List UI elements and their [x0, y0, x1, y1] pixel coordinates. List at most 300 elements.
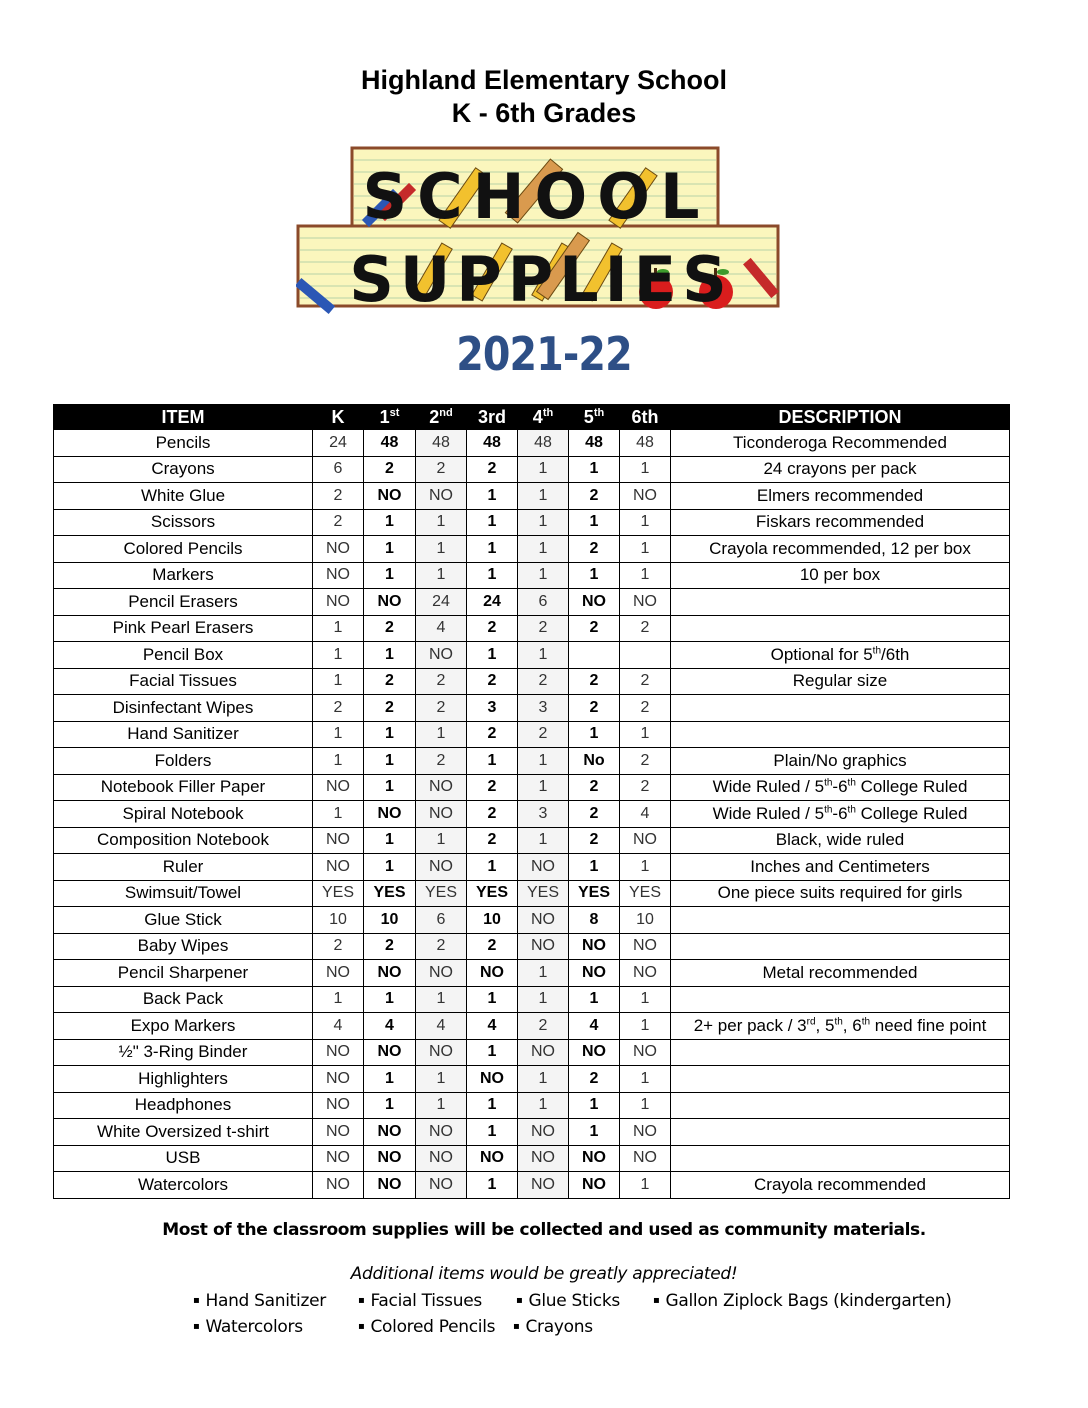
item-name: ½" 3-Ring Binder: [54, 1039, 313, 1066]
grade-quantity: 1: [518, 456, 569, 483]
item-description: [671, 933, 1010, 960]
grade-quantity: 3: [518, 695, 569, 722]
table-row: [54, 1092, 1010, 1119]
grade-quantity: 1: [416, 721, 467, 748]
item-description: 24 crayons per pack: [671, 456, 1010, 483]
additional-item-label: Gallon Ziplock Bags (kindergarten): [665, 1291, 952, 1311]
grade-quantity: NO: [569, 933, 620, 960]
grade-quantity: 6: [518, 589, 569, 616]
grade-quantity: 48: [416, 430, 467, 457]
grade-quantity: 1: [313, 642, 364, 669]
item-description: Crayola recommended, 12 per box: [671, 536, 1010, 563]
item-name: White Glue: [54, 483, 313, 510]
column-header-label: 3rd: [477, 406, 506, 427]
grade-quantity: 2: [416, 695, 467, 722]
grade-quantity: NO: [313, 1066, 364, 1093]
table-row: [54, 615, 1010, 642]
table-row: [54, 642, 1010, 669]
grade-quantity: NO: [416, 1119, 467, 1146]
grade-quantity: 1: [313, 801, 364, 828]
grade-quantity: 1: [313, 748, 364, 775]
grade-quantity: YES: [569, 880, 620, 907]
grade-quantity: NO: [313, 1172, 364, 1199]
grade-quantity: NO: [364, 960, 416, 987]
description-text: , 5: [815, 1015, 835, 1035]
table-row: [54, 801, 1010, 828]
ordinal-suffix: th: [847, 777, 856, 789]
grade-quantity: NO: [313, 1039, 364, 1066]
ordinal-suffix: th: [834, 1016, 843, 1028]
grade-quantity: 2: [620, 668, 671, 695]
item-description: [671, 986, 1010, 1013]
grade-quantity: 1: [620, 456, 671, 483]
description-text: 2+ per pack / 3: [693, 1015, 807, 1035]
item-name: Hand Sanitizer: [54, 721, 313, 748]
grade-quantity: NO: [569, 1039, 620, 1066]
item-description: Elmers recommended: [671, 483, 1010, 510]
description-text: -6: [832, 777, 848, 797]
column-header-label: 6th: [631, 406, 659, 427]
table-row: [54, 695, 1010, 722]
column-header: [364, 405, 416, 430]
grade-quantity: 1: [364, 1066, 416, 1093]
grade-quantity: NO: [364, 483, 416, 510]
item-description: Ticonderoga Recommended: [671, 430, 1010, 457]
bullet-icon: ▪: [653, 1295, 660, 1306]
column-header-label: K: [331, 406, 345, 427]
grade-quantity: NO: [569, 1145, 620, 1172]
supply-table: [53, 404, 1010, 1199]
grade-quantity: 1: [467, 854, 518, 881]
grade-quantity: NO: [313, 1119, 364, 1146]
table-row: [54, 1119, 1010, 1146]
table-row: [54, 748, 1010, 775]
column-header-label: 1: [379, 406, 390, 427]
grade-quantity: 1: [569, 986, 620, 1013]
grade-quantity: 2: [313, 695, 364, 722]
grade-quantity: 1: [364, 854, 416, 881]
grade-quantity: YES: [467, 880, 518, 907]
ordinal-suffix: th: [824, 777, 833, 789]
item-description: Black, wide ruled: [671, 827, 1010, 854]
grade-quantity: 1: [569, 1092, 620, 1119]
grade-quantity: NO: [518, 1172, 569, 1199]
table-row: [54, 456, 1010, 483]
additional-item: [516, 1291, 620, 1311]
table-row: [54, 430, 1010, 457]
table-row: [54, 1145, 1010, 1172]
grade-quantity: 1: [518, 960, 569, 987]
grade-quantity: 1: [620, 1066, 671, 1093]
grade-quantity: 2: [313, 933, 364, 960]
grade-quantity: 1: [364, 748, 416, 775]
grade-quantity: NO: [364, 1172, 416, 1199]
additional-item-label: Colored Pencils: [370, 1317, 496, 1337]
description-text: Wide Ruled / 5: [712, 803, 825, 823]
grade-quantity: NO: [416, 1039, 467, 1066]
grade-quantity: 2: [467, 668, 518, 695]
grade-quantity: 1: [364, 986, 416, 1013]
item-name: Headphones: [54, 1092, 313, 1119]
grade-quantity: 48: [467, 430, 518, 457]
grade-quantity: 1: [518, 562, 569, 589]
school-supplies-banner: [296, 146, 792, 318]
additional-items-heading: Additional items would be greatly appreciated!: [350, 1264, 738, 1284]
item-description: [671, 721, 1010, 748]
description-text: College Ruled: [855, 777, 968, 797]
grade-quantity: NO: [313, 827, 364, 854]
item-description: [671, 907, 1010, 934]
grade-quantity: NO: [416, 1145, 467, 1172]
grade-quantity: 2: [364, 933, 416, 960]
grade-quantity: 10: [313, 907, 364, 934]
grade-quantity: 4: [416, 615, 467, 642]
column-header-suffix: nd: [439, 406, 453, 419]
grade-quantity: 1: [467, 1119, 518, 1146]
grade-quantity: 2: [364, 668, 416, 695]
item-name: Watercolors: [54, 1172, 313, 1199]
grade-quantity: 4: [416, 1013, 467, 1040]
grade-quantity: 2: [467, 615, 518, 642]
item-description: Inches and Centimeters: [671, 854, 1010, 881]
description-text: need fine point: [870, 1015, 987, 1035]
grade-range: K - 6th Grades: [451, 98, 637, 128]
grade-quantity: NO: [518, 854, 569, 881]
ordinal-suffix: th: [824, 804, 833, 816]
grade-quantity: 1: [364, 536, 416, 563]
additional-item-label: Facial Tissues: [370, 1291, 482, 1311]
grade-quantity: 2: [620, 615, 671, 642]
grade-quantity: 1: [518, 509, 569, 536]
grade-quantity: 1: [364, 774, 416, 801]
grade-quantity: NO: [467, 1145, 518, 1172]
grade-quantity: 1: [518, 986, 569, 1013]
grade-quantity: NO: [467, 960, 518, 987]
item-description: [671, 615, 1010, 642]
grade-quantity: 1: [313, 615, 364, 642]
grade-quantity: NO: [364, 1039, 416, 1066]
grade-quantity: YES: [620, 880, 671, 907]
grade-quantity: 2: [620, 695, 671, 722]
table-row: [54, 721, 1010, 748]
grade-quantity: 1: [620, 1092, 671, 1119]
item-description: [671, 1119, 1010, 1146]
grade-quantity: NO: [364, 589, 416, 616]
grade-quantity: 1: [569, 721, 620, 748]
description-text: Optional for 5: [770, 644, 873, 664]
grade-quantity: 2: [569, 774, 620, 801]
grade-quantity: YES: [416, 880, 467, 907]
item-name: Disinfectant Wipes: [54, 695, 313, 722]
grade-quantity: 1: [467, 1092, 518, 1119]
table-row: [54, 668, 1010, 695]
grade-quantity: 1: [518, 1092, 569, 1119]
column-header-suffix: st: [389, 406, 400, 419]
grade-quantity: 2: [569, 827, 620, 854]
grade-quantity: 1: [620, 1172, 671, 1199]
grade-quantity: 1: [518, 748, 569, 775]
item-name: Facial Tissues: [54, 668, 313, 695]
grade-quantity: 1: [518, 1066, 569, 1093]
item-name: Crayons: [54, 456, 313, 483]
column-header-suffix: th: [593, 406, 605, 419]
item-name: White Oversized t-shirt: [54, 1119, 313, 1146]
grade-quantity: 1: [416, 536, 467, 563]
banner-word-school: SCHOOL: [362, 160, 710, 233]
grade-quantity: 1: [467, 642, 518, 669]
grade-quantity: NO: [313, 589, 364, 616]
table-row: [54, 509, 1010, 536]
grade-quantity: 1: [416, 1066, 467, 1093]
table-row: [54, 854, 1010, 881]
item-name: Swimsuit/Towel: [54, 880, 313, 907]
table-row: [54, 1172, 1010, 1199]
bullet-icon: ▪: [193, 1295, 200, 1306]
table-row: [54, 960, 1010, 987]
grade-quantity: NO: [416, 854, 467, 881]
grade-quantity: 48: [518, 430, 569, 457]
description-text: , 6: [842, 1015, 862, 1035]
table-row: [54, 880, 1010, 907]
grade-quantity: 4: [467, 1013, 518, 1040]
item-description: [671, 695, 1010, 722]
item-name: Highlighters: [54, 1066, 313, 1093]
grade-quantity: 1: [620, 854, 671, 881]
grade-quantity: 24: [467, 589, 518, 616]
additional-item: [193, 1291, 326, 1311]
additional-item: [193, 1317, 303, 1337]
grade-quantity: 2: [467, 827, 518, 854]
grade-quantity: NO: [364, 1145, 416, 1172]
column-header-suffix: th: [542, 406, 554, 419]
grade-quantity: 2: [313, 483, 364, 510]
grade-quantity: 10: [620, 907, 671, 934]
grade-quantity: 1: [620, 986, 671, 1013]
grade-quantity: YES: [518, 880, 569, 907]
column-header-label: 4: [532, 406, 543, 427]
grade-quantity: 2: [518, 721, 569, 748]
column-header-label: ITEM: [161, 406, 205, 427]
grade-quantity: 2: [518, 1013, 569, 1040]
grade-quantity: 1: [569, 562, 620, 589]
grade-quantity: 1: [313, 721, 364, 748]
table-row: [54, 907, 1010, 934]
grade-quantity: 24: [313, 430, 364, 457]
grade-quantity: 1: [569, 854, 620, 881]
grade-quantity: NO: [364, 1119, 416, 1146]
item-name: Colored Pencils: [54, 536, 313, 563]
column-header: [416, 405, 467, 430]
grade-quantity: 1: [467, 986, 518, 1013]
grade-quantity: NO: [416, 1172, 467, 1199]
grade-quantity: 6: [416, 907, 467, 934]
additional-item-label: Crayons: [525, 1317, 593, 1337]
grade-quantity: NO: [569, 1172, 620, 1199]
grade-quantity: 1: [467, 1039, 518, 1066]
table-row: [54, 483, 1010, 510]
grade-quantity: 2: [569, 536, 620, 563]
additional-item: [513, 1317, 593, 1337]
grade-quantity: 2: [518, 668, 569, 695]
grade-quantity: 4: [569, 1013, 620, 1040]
item-name: Expo Markers: [54, 1013, 313, 1040]
table-row: [54, 562, 1010, 589]
ordinal-suffix: th: [847, 804, 856, 816]
item-name: Back Pack: [54, 986, 313, 1013]
grade-quantity: NO: [518, 1145, 569, 1172]
item-description: [671, 1066, 1010, 1093]
school-year: 2021-22: [456, 327, 632, 381]
item-name: Pencils: [54, 430, 313, 457]
additional-item: [358, 1317, 495, 1337]
grade-quantity: 1: [620, 1013, 671, 1040]
item-description: Fiskars recommended: [671, 509, 1010, 536]
grade-quantity: 1: [467, 509, 518, 536]
grade-quantity: NO: [467, 1066, 518, 1093]
grade-quantity: 1: [569, 456, 620, 483]
column-header-label: 5: [583, 406, 594, 427]
grade-quantity: NO: [620, 1119, 671, 1146]
item-description: 10 per box: [671, 562, 1010, 589]
grade-quantity: NO: [313, 1145, 364, 1172]
grade-quantity: 2: [364, 615, 416, 642]
grade-quantity: NO: [518, 933, 569, 960]
table-row: [54, 1013, 1010, 1040]
grade-quantity: NO: [620, 483, 671, 510]
grade-quantity: 1: [518, 483, 569, 510]
item-description: [671, 1092, 1010, 1119]
grade-quantity: 1: [467, 1172, 518, 1199]
grade-quantity: NO: [569, 589, 620, 616]
grade-quantity: 1: [518, 536, 569, 563]
grade-quantity: 1: [416, 1092, 467, 1119]
bullet-icon: ▪: [513, 1321, 520, 1332]
grade-quantity: 1: [416, 562, 467, 589]
school-name: Highland Elementary School: [360, 65, 728, 95]
grade-quantity: NO: [313, 854, 364, 881]
item-name: Pencil Sharpener: [54, 960, 313, 987]
grade-quantity: 6: [313, 456, 364, 483]
grade-quantity: 1: [620, 536, 671, 563]
table-row: [54, 589, 1010, 616]
grade-quantity: 2: [467, 774, 518, 801]
item-name: Composition Notebook: [54, 827, 313, 854]
bullet-icon: ▪: [358, 1321, 365, 1332]
item-name: Spiral Notebook: [54, 801, 313, 828]
grade-quantity: 2: [313, 509, 364, 536]
grade-quantity: NO: [416, 642, 467, 669]
additional-item-label: Watercolors: [205, 1317, 303, 1337]
grade-quantity: 24: [416, 589, 467, 616]
grade-quantity: 2: [416, 933, 467, 960]
grade-quantity: NO: [620, 1039, 671, 1066]
grade-quantity: YES: [364, 880, 416, 907]
grade-quantity: 1: [620, 509, 671, 536]
item-name: USB: [54, 1145, 313, 1172]
grade-quantity: 2: [416, 456, 467, 483]
grade-quantity: 3: [467, 695, 518, 722]
table-header-row: [54, 405, 1010, 430]
grade-quantity: 2: [569, 483, 620, 510]
grade-quantity: 4: [313, 1013, 364, 1040]
item-description: [671, 774, 1010, 801]
grade-quantity: [620, 642, 671, 669]
description-text: College Ruled: [855, 803, 968, 823]
description-text: Wide Ruled / 5: [712, 777, 825, 797]
item-description: Crayola recommended: [671, 1172, 1010, 1199]
column-header: [620, 405, 671, 430]
grade-quantity: 1: [467, 483, 518, 510]
grade-quantity: 1: [467, 562, 518, 589]
grade-quantity: 48: [364, 430, 416, 457]
column-header: [467, 405, 518, 430]
item-name: Pencil Box: [54, 642, 313, 669]
grade-quantity: NO: [620, 827, 671, 854]
item-description: Plain/No graphics: [671, 748, 1010, 775]
item-description: Regular size: [671, 668, 1010, 695]
grade-quantity: 2: [569, 1066, 620, 1093]
grade-quantity: 2: [467, 801, 518, 828]
table-row: [54, 986, 1010, 1013]
item-description: [671, 1039, 1010, 1066]
item-description: [671, 642, 1010, 669]
grade-quantity: 2: [518, 615, 569, 642]
grade-quantity: NO: [313, 1092, 364, 1119]
additional-item: [358, 1291, 482, 1311]
grade-quantity: 1: [569, 1119, 620, 1146]
item-name: Pink Pearl Erasers: [54, 615, 313, 642]
bullet-icon: ▪: [193, 1321, 200, 1332]
grade-quantity: 1: [364, 827, 416, 854]
grade-quantity: 2: [620, 748, 671, 775]
grade-quantity: NO: [620, 589, 671, 616]
bullet-icon: ▪: [358, 1295, 365, 1306]
grade-quantity: NO: [313, 562, 364, 589]
grade-quantity: 1: [416, 986, 467, 1013]
grade-quantity: 2: [569, 695, 620, 722]
grade-quantity: NO: [416, 774, 467, 801]
grade-quantity: 2: [416, 668, 467, 695]
grade-quantity: 3: [518, 801, 569, 828]
community-materials-note: Most of the classroom supplies will be collected and used as community materials.: [162, 1220, 926, 1240]
ordinal-suffix: th: [872, 645, 882, 657]
grade-quantity: 1: [416, 827, 467, 854]
grade-quantity: 4: [620, 801, 671, 828]
item-name: Glue Stick: [54, 907, 313, 934]
grade-quantity: NO: [416, 483, 467, 510]
grade-quantity: NO: [518, 907, 569, 934]
item-name: Ruler: [54, 854, 313, 881]
grade-quantity: 1: [313, 668, 364, 695]
grade-quantity: 2: [416, 748, 467, 775]
grade-quantity: 2: [569, 801, 620, 828]
grade-quantity: NO: [416, 960, 467, 987]
grade-quantity: 1: [518, 642, 569, 669]
table-row: [54, 827, 1010, 854]
item-description: One piece suits required for girls: [671, 880, 1010, 907]
grade-quantity: 2: [569, 668, 620, 695]
item-description: Metal recommended: [671, 960, 1010, 987]
bullet-icon: ▪: [516, 1295, 523, 1306]
grade-quantity: 48: [620, 430, 671, 457]
grade-quantity: 2: [467, 721, 518, 748]
item-name: Scissors: [54, 509, 313, 536]
grade-quantity: 2: [364, 456, 416, 483]
additional-item-label: Hand Sanitizer: [205, 1291, 326, 1311]
grade-quantity: 8: [569, 907, 620, 934]
grade-quantity: 10: [467, 907, 518, 934]
grade-quantity: No: [569, 748, 620, 775]
